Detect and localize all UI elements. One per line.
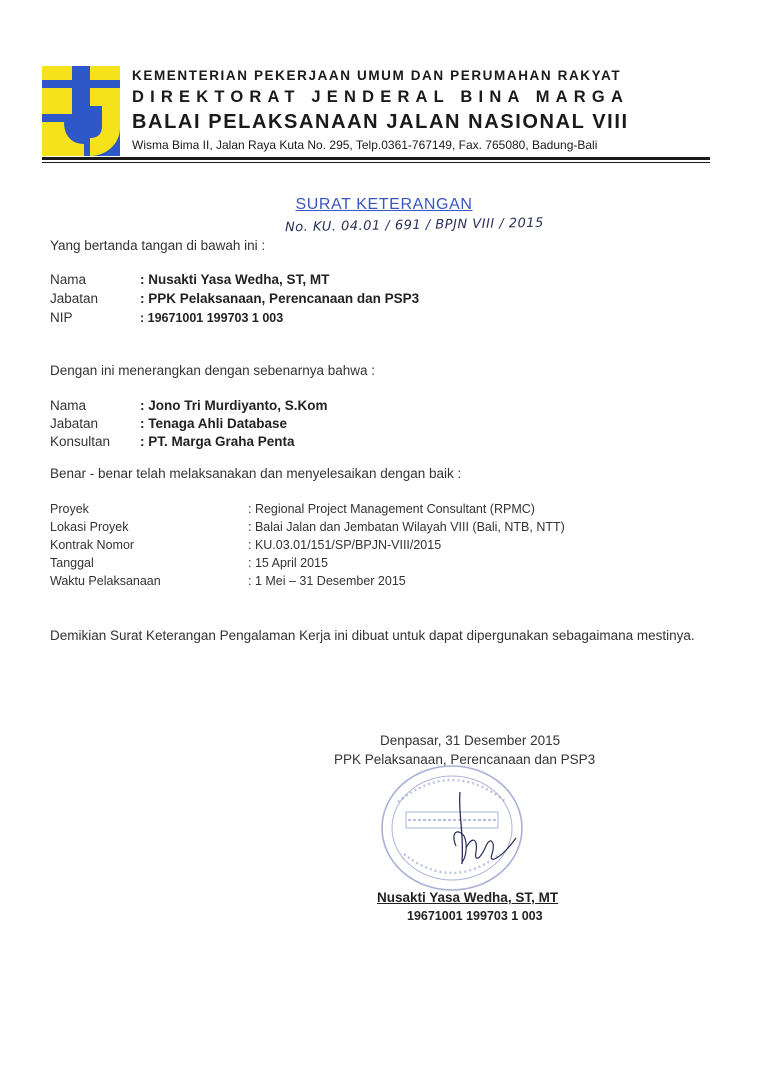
letterhead-divider-thin [42, 162, 710, 163]
pupr-logo-icon [42, 66, 120, 156]
subject-position-value: : Tenaga Ahli Database [140, 416, 288, 431]
letterhead-address: Wisma Bima II, Jalan Raya Kuta No. 295, Telp.0361-767149, Fax. 765080, Badung-Bali [132, 138, 598, 152]
intro-text: Yang bertanda tangan di bawah ini : [50, 238, 266, 253]
confirmation-text: Benar - benar telah melaksanakan dan menyelesaikan dengan baik : [50, 466, 462, 481]
letterhead-directorate: DIREKTORAT JENDERAL BINA MARGA [132, 88, 630, 106]
signer-position-label: Jabatan [50, 291, 99, 306]
signer-name-label: Nama [50, 272, 87, 287]
closing-paragraph: Demikian Surat Keterangan Pengalaman Kerja ini dibuat untuk dapat dipergunakan sebagaimana mestinya. [50, 628, 695, 643]
signer-nip-label: NIP [50, 310, 73, 325]
project-value: : Regional Project Management Consultant (RPMC) [248, 502, 535, 516]
subject-name-value: : Jono Tri Murdiyanto, S.Kom [140, 398, 328, 413]
official-stamp-icon [368, 762, 536, 894]
contract-date-value: : 15 April 2015 [248, 556, 328, 570]
subject-name-label: Nama [50, 398, 87, 413]
duration-value: : 1 Mei – 31 Desember 2015 [248, 574, 406, 588]
place-date: Denpasar, 31 Desember 2015 [380, 733, 561, 748]
letterhead-divider [42, 157, 710, 160]
subject-position-label: Jabatan [50, 416, 99, 431]
project-label: Proyek [50, 502, 89, 516]
document-number: No. KU. 04.01 / 691 / BPJN VIII / 2015 [284, 215, 545, 236]
contract-date-label: Tanggal [50, 556, 94, 570]
signer-name-value: : Nusakti Yasa Wedha, ST, MT [140, 272, 330, 287]
subject-consultant-value: : PT. Marga Graha Penta [140, 434, 295, 449]
signer-signature-nip: 19671001 199703 1 003 [407, 909, 543, 923]
duration-label: Waktu Pelaksanaan [50, 574, 161, 588]
letterhead-office: BALAI PELAKSANAAN JALAN NASIONAL VIII [132, 111, 629, 133]
contract-number-value: : KU.03.01/151/SP/BPJN-VIII/2015 [248, 538, 442, 552]
document-title: SURAT KETERANGAN [295, 196, 473, 213]
subject-consultant-label: Konsultan [50, 434, 111, 449]
signer-nip-value: : 19671001 199703 1 003 [140, 311, 284, 325]
signer-position-value: : PPK Pelaksanaan, Perencanaan dan PSP3 [140, 291, 420, 306]
signer-signature-name: Nusakti Yasa Wedha, ST, MT [377, 890, 559, 905]
letterhead-ministry: KEMENTERIAN PEKERJAAN UMUM DAN PERUMAHAN RAKYAT [132, 68, 622, 83]
statement-text: Dengan ini menerangkan dengan sebenarnya bahwa : [50, 363, 375, 378]
project-location-value: : Balai Jalan dan Jembatan Wilayah VIII (Bali, NTB, NTT) [248, 520, 565, 534]
project-location-label: Lokasi Proyek [50, 520, 129, 534]
contract-number-label: Kontrak Nomor [50, 538, 135, 552]
signer-position-caption: PPK Pelaksanaan, Perencanaan dan PSP3 [334, 752, 596, 767]
